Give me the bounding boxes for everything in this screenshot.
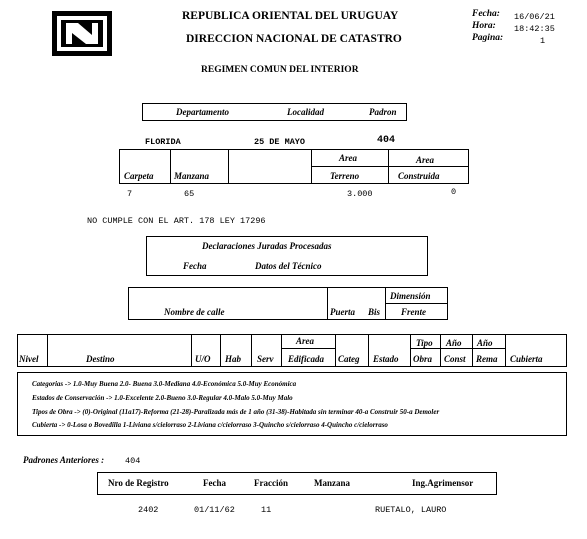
uo-label: U/O	[195, 354, 211, 364]
registro-header-nro: Nro de Registro	[108, 478, 169, 488]
registro-header-manzana: Manzana	[314, 478, 350, 488]
terreno-value: 3.000	[347, 189, 373, 199]
pagina-value: 1	[540, 36, 546, 46]
puerta-label: Puerta	[330, 307, 356, 317]
registro-header-fecha: Fecha	[203, 478, 226, 488]
legend-cubierta: Cubierta -> 0-Losa o Bovedilla 1-Liviana s/cielorraso 2-Liviana c/cielorraso 3-Quincho s/cielorraso 4-Quincho c/cielorraso	[32, 421, 388, 429]
header-subtitle: REGIMEN COMUN DEL INTERIOR	[201, 65, 359, 75]
padrones-anteriores-label: Padrones Anteriores :	[23, 455, 105, 465]
padron-value: 404	[377, 135, 396, 146]
edificada-label: Edificada	[288, 354, 324, 364]
dimension-label: Dimensión	[390, 291, 431, 301]
const-label: Const	[444, 354, 466, 364]
padron-label: Padron	[369, 107, 397, 117]
declaraciones-title: Declaraciones Juradas Procesadas	[202, 241, 332, 251]
serv-label: Serv	[257, 354, 274, 364]
nivel-label: Nivel	[19, 354, 39, 364]
fecha-value: 16/06/21	[514, 12, 555, 22]
hora-value: 18:42:35	[514, 24, 555, 34]
localidad-label: Localidad	[287, 107, 324, 117]
construida-value: 0	[451, 187, 457, 197]
anio-rema-label: Año	[477, 338, 493, 348]
fecha-label: Fecha:	[472, 9, 500, 19]
registro-header-fraccion: Fracción	[254, 478, 288, 488]
registro-fraccion-value: 11	[261, 505, 272, 515]
destino-label: Destino	[86, 354, 115, 364]
pagina-label: Pagina:	[472, 33, 504, 43]
manzana-value: 65	[184, 189, 195, 199]
padrones-anteriores-value: 404	[125, 456, 141, 466]
declaraciones-fecha-label: Fecha	[183, 261, 207, 271]
registro-ingeniero-value: RUETALO, LAURO	[375, 505, 447, 515]
hora-label: Hora:	[472, 21, 496, 31]
registro-header-ingeniero: Ing.Agrimensor	[412, 478, 474, 488]
tipo-label: Tipo	[416, 338, 433, 348]
categ-label: Categ	[338, 354, 360, 364]
legal-note: NO CUMPLE CON EL ART. 178 LEY 17296	[87, 216, 266, 226]
registro-nro-value: 2402	[138, 505, 159, 515]
frente-label: Frente	[401, 307, 427, 317]
area-terreno-label: Area	[339, 153, 357, 163]
area-edificada-top-label: Area	[296, 336, 314, 346]
carpeta-label: Carpeta	[124, 171, 154, 181]
cubierta-label: Cubierta	[510, 354, 543, 364]
construida-label: Construida	[398, 171, 440, 181]
legend-tipos-obra: Tipos de Obra -> (0)-Original (11a17)-Reforma (21-28)-Paralizada más de 1 año (31-38)-Habitada sin terminar 40-a Construir 50-a Demoler	[32, 408, 440, 416]
header-title-line1: REPUBLICA ORIENTAL DEL URUGUAY	[182, 10, 399, 22]
dnc-logo-icon	[52, 11, 112, 56]
departamento-value: FLORIDA	[145, 137, 181, 147]
registro-fecha-value: 01/11/62	[194, 505, 235, 515]
localidad-value: 25 DE MAYO	[254, 137, 306, 147]
legend-estados: Estados de Conservación -> 1.0-Excelente 2.0-Bueno 3.0-Regular 4.0-Malo 5.0-Muy Malo	[32, 394, 293, 402]
terreno-label: Terreno	[330, 171, 360, 181]
carpeta-value: 7	[127, 189, 133, 199]
bis-label: Bis	[368, 307, 381, 317]
hab-label: Hab	[225, 354, 242, 364]
manzana-label: Manzana	[174, 171, 210, 181]
declaraciones-tecnico-label: Datos del Técnico	[255, 261, 322, 271]
legend-categorias: Categorias -> 1.0-Muy Buena 2.0- Buena 3.0-Mediana 4.0-Económica 5.0-Muy Económica	[32, 380, 297, 388]
anio-const-label: Año	[446, 338, 462, 348]
obra-label: Obra	[413, 354, 433, 364]
rema-label: Rema	[476, 354, 498, 364]
departamento-label: Departamento	[176, 107, 229, 117]
header-title-line2: DIRECCION NACIONAL DE CATASTRO	[186, 33, 402, 45]
nombre-calle-label: Nombre de calle	[164, 307, 225, 317]
estado-label: Estado	[373, 354, 399, 364]
area-construida-label: Area	[416, 155, 434, 165]
